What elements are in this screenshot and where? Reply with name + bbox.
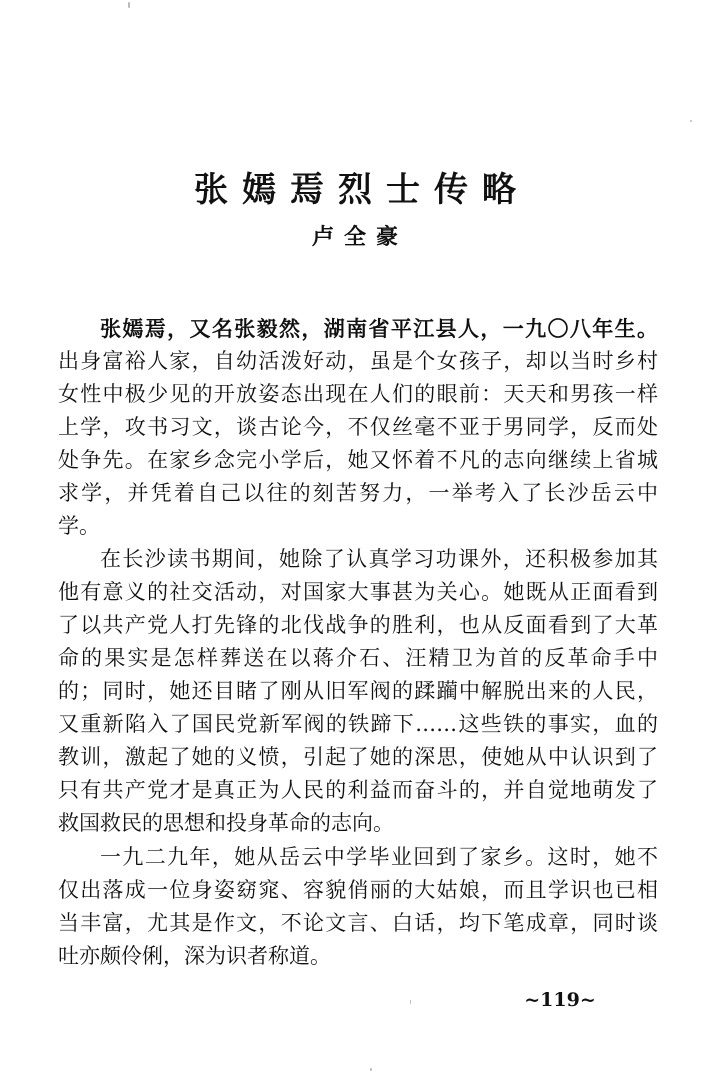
- text-line: 教训，激起了她的义愤，引起了她的深思，使她从中认识到了: [58, 745, 658, 769]
- paragraph-1: [58, 312, 658, 543]
- text-line: 女性中极少见的开放姿态出现在人们的眼前：天天和男孩一样: [58, 382, 658, 406]
- text-line: 出身富裕人家，自幼活泼好动，虽是个女孩子，却以当时乡村: [58, 349, 658, 373]
- scan-speck: [128, 2, 130, 8]
- text-line: 了以共产党人打先锋的北伐战争的胜利，也从反面看到了大革: [58, 613, 658, 637]
- text-line: 只有共产党才是真正为人民的利益而奋斗的，并自觉地萌发了: [58, 778, 658, 802]
- scan-speck: [370, 1068, 372, 1071]
- page-number: ~119~: [524, 989, 596, 1011]
- text-line: 仅出落成一位身姿窈窕、容貌俏丽的大姑娘，而且学识也已相: [58, 878, 658, 902]
- author-name: 卢全豪: [311, 224, 408, 250]
- text-line: 又重新陷入了国民党新军阀的铁蹄下……这些铁的事实，血的: [58, 712, 658, 736]
- text-line: 一九二九年，她从岳云中学毕业回到了家乡。这时，她不: [100, 845, 658, 869]
- text-line: 的；同时，她还目睹了刚从旧军阀的蹂躏中解脱出来的人民，: [58, 679, 658, 703]
- paragraph-2: [58, 543, 658, 840]
- text-line: 在长沙读书期间，她除了认真学习功课外，还积极参加其: [100, 547, 658, 571]
- text-line: 命的果实是怎样葬送在以蒋介石、汪精卫为首的反革命手中: [58, 646, 658, 670]
- page-title: 张嫣焉烈士传略: [194, 170, 530, 210]
- text-line: 张嫣焉，又名张毅然，湖南省平江县人，一九〇八年生。: [100, 316, 658, 341]
- text-line: 求学，并凭着自己以往的刻苦努力，一举考入了长沙岳云中: [58, 481, 658, 505]
- scan-speck: [410, 1000, 411, 1004]
- text-line: 学。: [58, 514, 100, 538]
- text-line: 当丰富，尤其是作文，不论文言、白话，均下笔成章，同时谈: [58, 911, 658, 935]
- scan-speck: [690, 120, 692, 122]
- text-line: 吐亦颇伶俐，深为识者称道。: [58, 944, 331, 968]
- text-line: 救国救民的思想和投身革命的志向。: [58, 811, 394, 835]
- paragraph-3: [58, 841, 658, 973]
- text-line: 他有意义的社交活动，对国家大事甚为关心。她既从正面看到: [58, 580, 658, 604]
- text-line: 上学，攻书习文，谈古论今，不仅丝毫不亚于男同学，反而处: [58, 415, 658, 439]
- text-line: 处争先。在家乡念完小学后，她又怀着不凡的志向继续上省城: [58, 448, 658, 472]
